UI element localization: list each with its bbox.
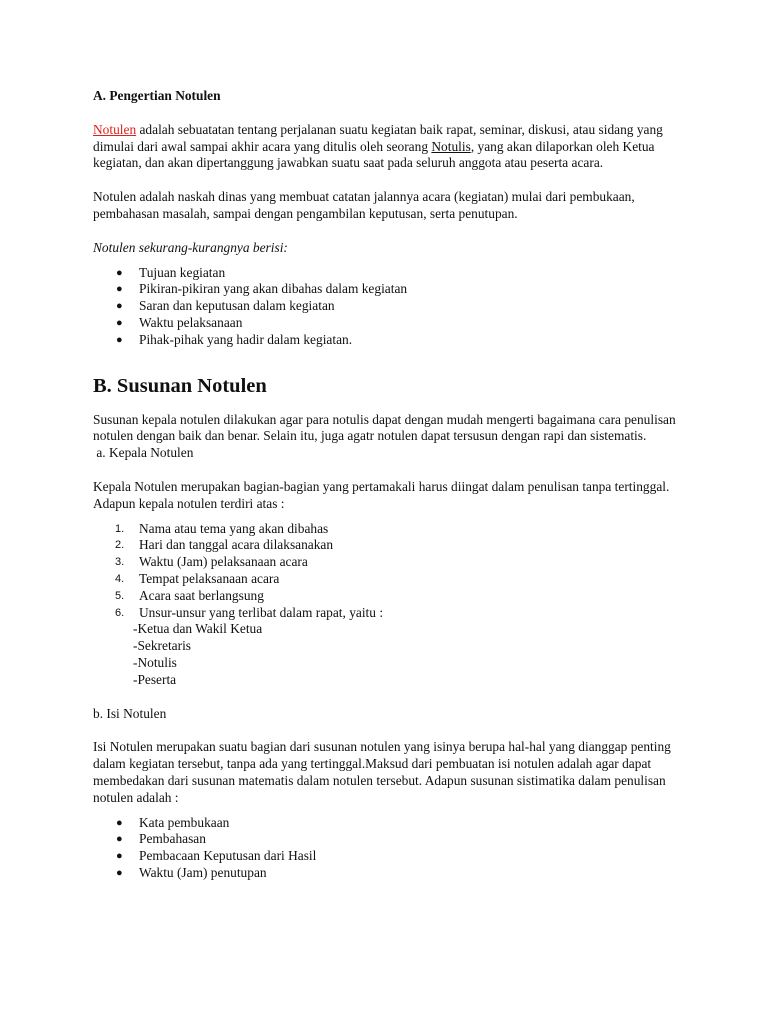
para1-text-1: adalah sebuatatan tentang perjalanan suatu kegiatan baik rapat, seminar, diskusi, atau sidang yang dimulai dari awal sampai akhir acara yang ditulis oleh seorang [93, 121, 663, 154]
list-item: 3. Waktu (Jam) pelaksanaan acara [115, 554, 308, 570]
sub-a-heading: a. Kepala Notulen [93, 445, 194, 461]
sub-item: -Sekretaris [133, 638, 192, 654]
kepala-notulen-list [93, 521, 683, 622]
sub-item: -Ketua dan Wakil Ketua [133, 621, 263, 637]
sub-item: -Notulis [133, 654, 177, 670]
list-item: ● Pihak-pihak yang hadir dalam kegiatan. [116, 331, 353, 347]
para1-text-2: , yang akan dilaporkan oleh Ketua kegiatan, dan akan dipertanggung jawabkan suatu saat pada seluruh anggota atau peserta acara. [93, 138, 655, 171]
bullet-icon: ● [116, 316, 123, 329]
section-b-intro: Susunan kepala notulen dilakukan agar para notulis dapat dengan mudah mengerti bagaimana cara penulisan notulen dengan baik dan benar. Selain itu, juga agatr notulen dapat tersusun dengan rapi dan sistematis. [93, 411, 676, 444]
section-a-paragraph-1 [93, 122, 683, 172]
list-item: ● Pikiran-pikiran yang akan dibahas dalam kegiatan [116, 281, 408, 297]
section-b-heading: B. Susunan Notulen [93, 374, 267, 397]
section-a-heading: A. Pengertian Notulen [93, 88, 221, 103]
list-item: 6. Unsur-unsur yang terlibat dalam rapat, yaitu : [115, 604, 384, 620]
isi-notulen-list [93, 815, 683, 882]
sub-a-paragraph: Kepala Notulen merupakan bagian-bagian yang pertamakali harus diingat dalam penulisan tanpa tertinggal. Adapun kepala notulen terdiri atas : [93, 478, 670, 511]
list-intro: Notulen sekurang-kurangnya berisi: [93, 239, 288, 255]
bullet-icon: ● [116, 300, 123, 313]
list-item: ● Kata pembukaan [116, 814, 230, 830]
list-item: 1. Nama atau tema yang akan dibahas [115, 520, 329, 536]
contents-list [93, 265, 683, 349]
section-a-paragraph-2: Notulen adalah naskah dinas yang membuat catatan jalannya acara (kegiatan) mulai dari pembukaan, pembahasan masalah, sampai dengan pengambilan keputusan, serta penutupan. [93, 189, 635, 221]
bullet-icon: ● [116, 333, 123, 346]
bullet-icon: ● [116, 833, 123, 846]
list-item: ● Waktu (Jam) penutupan [116, 864, 267, 880]
document-page [93, 88, 683, 882]
list-item: 5. Acara saat berlangsung [115, 587, 264, 603]
list-item: ● Pembacaan Keputusan dari Hasil [116, 848, 317, 864]
bullet-icon: ● [116, 283, 123, 296]
bullet-icon: ● [116, 266, 123, 279]
list-item: 4. Tempat pelaksanaan acara [115, 570, 280, 586]
list-item: 2. Hari dan tanggal acara dilaksanakan [115, 537, 334, 553]
sub-item: -Peserta [133, 671, 177, 687]
bullet-icon: ● [116, 816, 123, 829]
bullet-icon: ● [116, 850, 123, 863]
bullet-icon: ● [116, 866, 123, 879]
list-item: ● Saran dan keputusan dalam kegiatan [116, 298, 335, 314]
sub-b-paragraph: Isi Notulen merupakan suatu bagian dari susunan notulen yang isinya berupa hal-hal yang dianggap penting dalam kegiatan tersebut, tanpa ada yang tertinggal.Maksud dari pembuatan isi notulen adalah agar dapat membedakan dari susunan matematis dalam notulen tersebut. Adapun susunan sistimatika dalam penulisan notulen adalah : [93, 739, 671, 805]
notulen-link[interactable]: Notulen [93, 121, 137, 137]
list-item: ● Tujuan kegiatan [116, 264, 226, 280]
list-item: ● Pembahasan [116, 831, 206, 847]
sub-b-heading: b. Isi Notulen [93, 705, 167, 721]
list-item: ● Waktu pelaksanaan [116, 314, 243, 330]
notulis-link[interactable]: Notulis [431, 138, 471, 154]
